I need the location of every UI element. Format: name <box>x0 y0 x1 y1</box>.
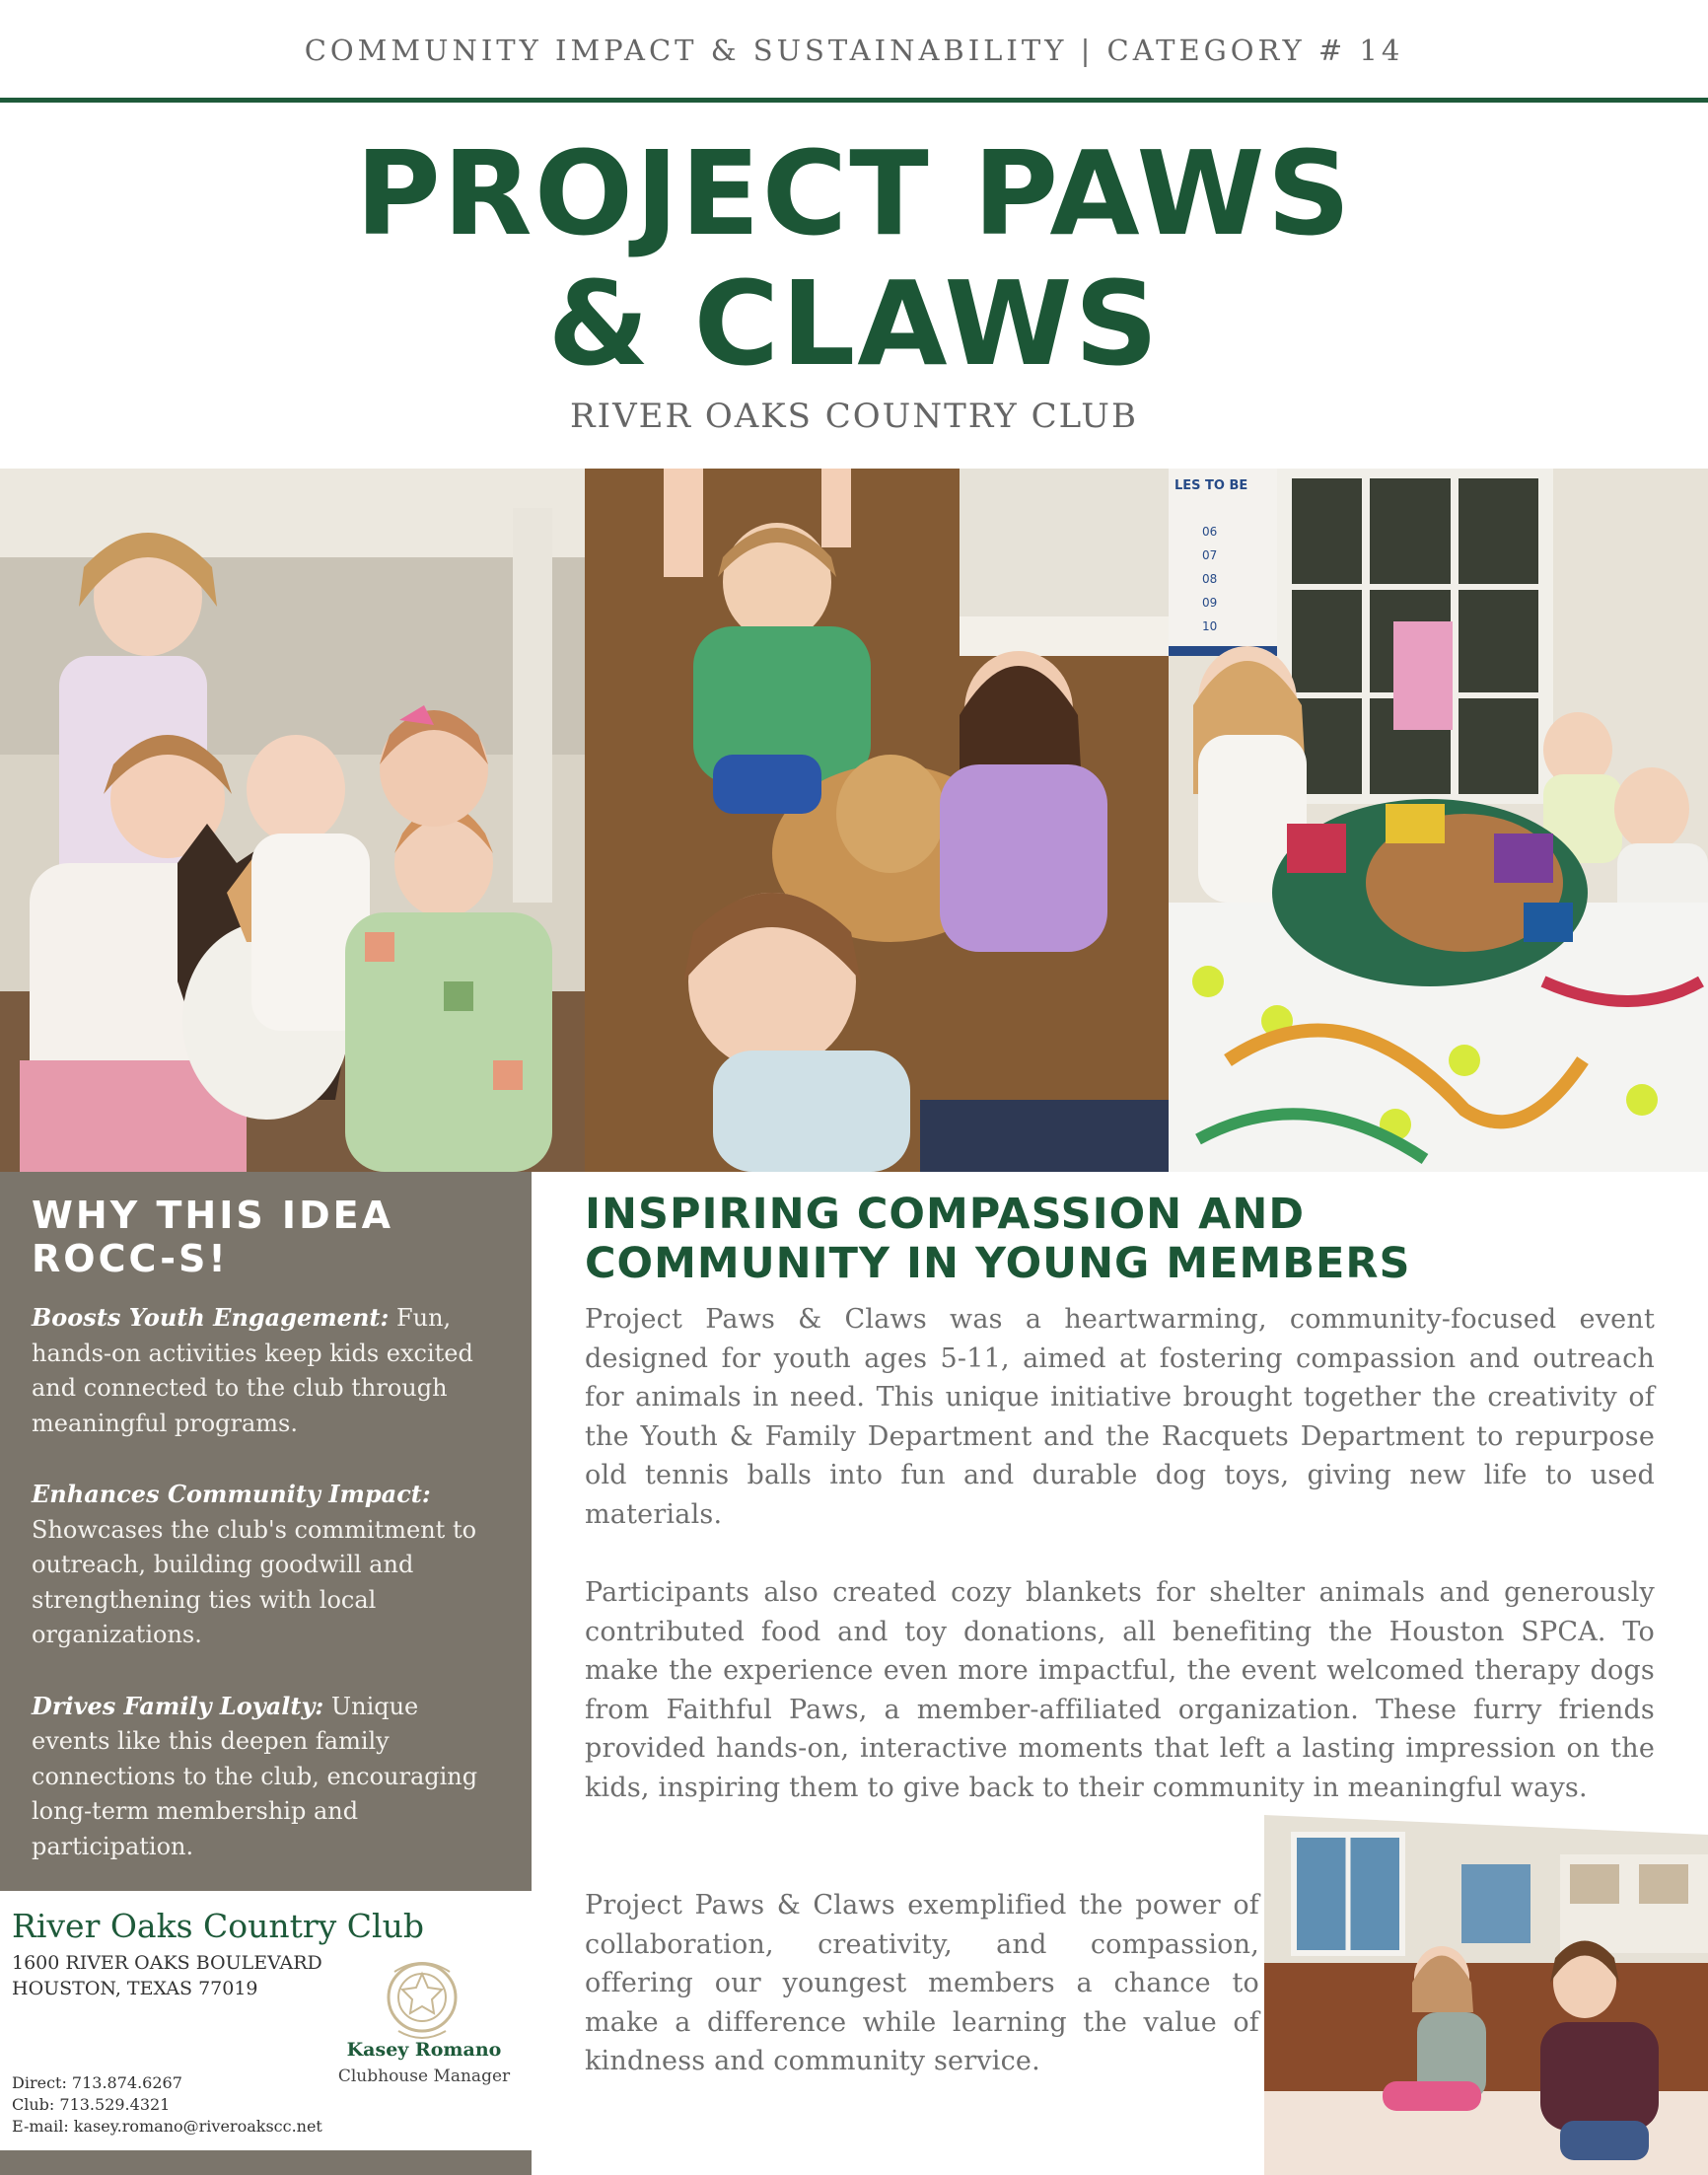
sidebar-item-text: Unique events like this deepen family connections to the club, encouraging long-term membership and participation. <box>32 1692 478 1860</box>
sidebar-item <box>32 1689 500 1865</box>
photo-girls-with-collie <box>0 469 585 1172</box>
sidebar-item-text: Fun, hands-on activities keep kids excited and connected to the club through meaningful programs. <box>32 1304 473 1437</box>
contact-person-title: Clubhouse Manager <box>337 2066 511 2086</box>
poster-number: 09 <box>1202 596 1218 610</box>
sidebar-heading-line-1: WHY THIS IDEA <box>32 1194 393 1237</box>
poster-number: 08 <box>1202 572 1218 586</box>
photo-toy-making-table <box>1169 469 1708 1172</box>
poster-heading: LES TO BE <box>1174 478 1248 493</box>
poster-number: 07 <box>1202 548 1218 562</box>
contact-person-name: Kasey Romano <box>346 2039 502 2061</box>
poster-number: 06 <box>1202 525 1218 539</box>
contact-email[interactable]: E-mail: kasey.romano@riveroakscc.net <box>12 2117 322 2136</box>
article-paragraph: Project Paws & Claws exemplified the power of collaboration, creativity, and compassion, offering our youngest members a chance to make a difference while learning the value of kindness and community service. <box>585 1890 1259 2076</box>
club-phone: Club: 713.529.4321 <box>12 2095 171 2114</box>
title-line-1: PROJECT PAWS <box>355 125 1353 261</box>
footer-bar <box>0 2150 532 2175</box>
category-label: COMMUNITY IMPACT & SUSTAINABILITY | CATEGORY # 14 <box>304 34 1404 67</box>
article-heading-line-1: INSPIRING COMPASSION AND <box>585 1190 1306 1239</box>
sidebar-item-label: Drives Family Loyalty: <box>32 1691 324 1720</box>
article-paragraph: Project Paws & Claws was a heartwarming, community-focused event designed for youth ages 5-11, aimed at fostering compassion and outreach for animals in need. This unique initiative brought together the creativity of the Youth & Family Department and the Racquets Department to repurpose old tennis balls into fun and durable dog toys, giving new life to used materials. <box>585 1304 1655 1530</box>
header-divider <box>0 98 1708 103</box>
poster-number: 10 <box>1202 619 1218 633</box>
why-this-idea-sidebar <box>0 1172 532 1891</box>
article-heading-line-2: COMMUNITY IN YOUNG MEMBERS <box>585 1239 1411 1288</box>
article-paragraph: Participants also created cozy blankets for shelter animals and generously contributed food and toy donations, all benefiting the Houston SPCA. To make the experience even more impactful, the event welcomed therapy dogs from Faithful Paws, a member-affiliated organization. These furry friends provided hands-on, interactive moments that left a lasting impression on the kids, inspiring them to give back to their community in meaningful ways. <box>585 1577 1655 1803</box>
club-name: River Oaks Country Club <box>12 1907 424 1945</box>
sidebar-item-label: Enhances Community Impact: <box>32 1480 431 1508</box>
address-line-1: 1600 RIVER OAKS BOULEVARD <box>12 1952 322 1974</box>
club-subtitle: RIVER OAKS COUNTRY CLUB <box>570 397 1138 436</box>
sidebar-heading <box>32 1194 500 1280</box>
page-title <box>0 125 1708 392</box>
sidebar-heading-line-2: ROCC-S! <box>32 1237 229 1280</box>
sidebar-item-label: Boosts Youth Engagement: <box>32 1303 390 1332</box>
sidebar-item <box>32 1300 500 1441</box>
direct-phone: Direct: 713.874.6267 <box>12 2073 182 2092</box>
sidebar-item <box>32 1477 500 1653</box>
title-line-2: & CLAWS <box>547 255 1161 392</box>
photo-kids-on-floor <box>1264 1815 1708 2175</box>
photo-girls-with-golden-retriever <box>585 469 1169 1172</box>
club-crest-icon <box>375 1952 469 2047</box>
contact-block <box>0 1891 532 2175</box>
address-line-2: HOUSTON, TEXAS 77019 <box>12 1978 258 1999</box>
article-heading <box>585 1190 1670 1288</box>
sidebar-item-text: Showcases the club's commitment to outreach, building goodwill and strengthening ties with local organizations. <box>32 1515 477 1648</box>
